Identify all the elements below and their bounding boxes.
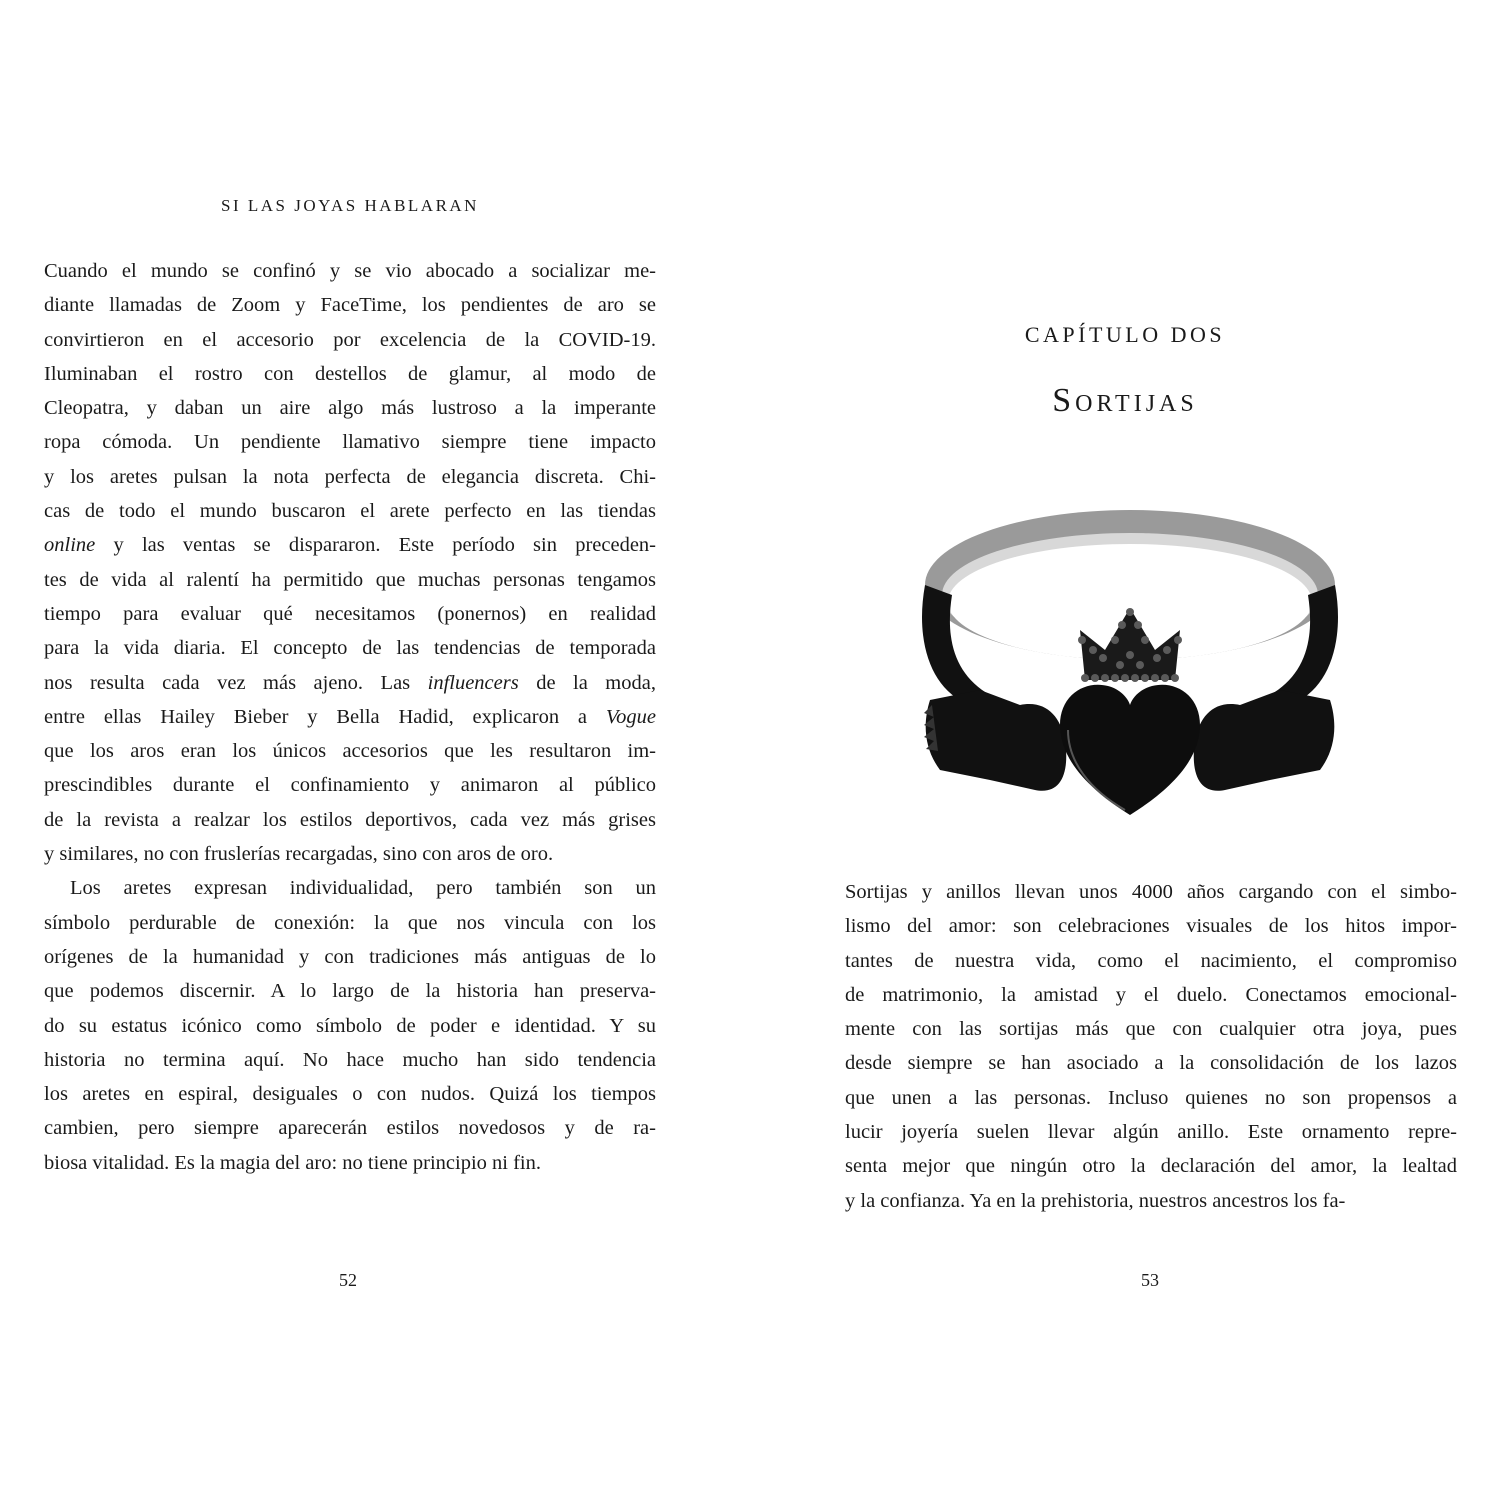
text-line: historia no termina aquí. No hace mucho han sido tendencia [44,1048,656,1071]
italic-term: Vogue [605,705,656,728]
text-line: do su estatus icónico como símbolo de poder e identidad. Y su [44,1014,656,1037]
text-line: desde siempre se han asociado a la consolidación de los lazos [845,1052,1457,1075]
chapter-label: CAPÍTULO DOS [1024,322,1226,347]
text-line: cambien, pero siempre aparecerán estilos novedosos y de ra- [44,1117,656,1140]
text-line: símbolo perdurable de conexión: la que nos vincula con los [44,911,656,934]
text-line: de matrimonio, la amistad y el duelo. Conectamos emocional- [845,983,1457,1006]
text-line: que podemos discernir. A lo largo de la historia han preserva- [44,980,656,1003]
text-line [44,700,656,734]
text-line: ropa cómoda. Un pendiente llamativo siempre tiene impacto [44,431,656,454]
text-line: Cuando el mundo se confinó y se vio abocado a socializar me- [44,260,656,282]
text-run: y las ventas se dispararon. Este período sin preceden- [95,534,656,557]
text-line: para la vida diaria. El concepto de las tendencias de temporada [44,637,656,660]
text-line: convirtieron en el accesorio por excelencia de la COVID-19. [44,328,656,351]
text-line: mente con las sortijas más que con cualquier otra joya, pues [845,1018,1457,1041]
text-line: tantes de nuestra vida, como el nacimiento, el compromiso [845,949,1457,972]
chapter-title: Sortijas [1052,382,1198,419]
text-line: prescindibles durante el confinamiento y animaron al público [44,774,656,797]
text-line: Cleopatra, y daban un aire algo más lustroso a la imperante [44,397,656,420]
text-line: que los aros eran los únicos accesorios que les resultaron im- [44,740,656,763]
text-run: de la moda, [518,671,656,694]
text-run: entre ellas Hailey Bieber y Bella Hadid, explicaron a [44,705,606,728]
text-line [44,666,656,700]
right-page [750,0,1500,1500]
text-line: lismo del amor: son celebraciones visuales de los hitos impor- [845,915,1457,938]
text-line: y la confianza. Ya en la prehistoria, nuestros ancestros los fa- [845,1189,1346,1212]
text-line [44,528,656,562]
text-line: cas de todo el mundo buscaron el arete perfecto en las tiendas [44,500,656,523]
text-line: los aretes en espiral, desiguales o con nudos. Quizá los tiempos [44,1083,656,1106]
text-line: tiempo para evaluar qué necesitamos (ponernos) en realidad [44,602,656,625]
text-line: biosa vitalidad. Es la magia del aro: no tiene principio ni fin. [44,1151,541,1174]
text-line: senta mejor que ningún otro la declaración del amor, la lealtad [845,1155,1457,1178]
right-body-text [845,875,1457,1218]
text-line: de la revista a realzar los estilos deportivos, cada vez más grises [44,808,656,831]
italic-term: online [44,534,96,557]
left-body-text [44,254,656,1180]
text-line: Sortijas y anillos llevan unos 4000 años cargando con el simbo- [845,881,1457,903]
text-line: lucir joyería suelen llevar algún anillo. Este ornamento repre- [845,1121,1457,1144]
text-line: que unen a las personas. Incluso quienes no son propensos a [845,1086,1457,1109]
text-line: tes de vida al ralentí ha permitido que muchas personas tengamos [44,568,656,591]
italic-term: influencers [427,671,519,694]
text-line: Iluminaban el rostro con destellos de glamur, al modo de [44,362,656,385]
claddagh-ring-icon [910,490,1350,830]
text-line: diante llamadas de Zoom y FaceTime, los pendientes de aro se [44,294,656,317]
text-line: orígenes de la humanidad y con tradiciones más antiguas de lo [44,945,656,968]
text-line: Los aretes expresan individualidad, pero también son un [70,877,656,900]
page-number-right: 53 [1141,1270,1159,1290]
text-line: y los aretes pulsan la nota perfecta de elegancia discreta. Chi- [44,465,656,488]
running-head: SI LAS JOYAS HABLARAN [221,196,479,215]
text-run: nos resulta cada vez más ajeno. Las [44,671,428,694]
page-number-left: 52 [339,1270,357,1290]
text-line: y similares, no con fruslerías recargadas, sino con aros de oro. [44,843,554,866]
